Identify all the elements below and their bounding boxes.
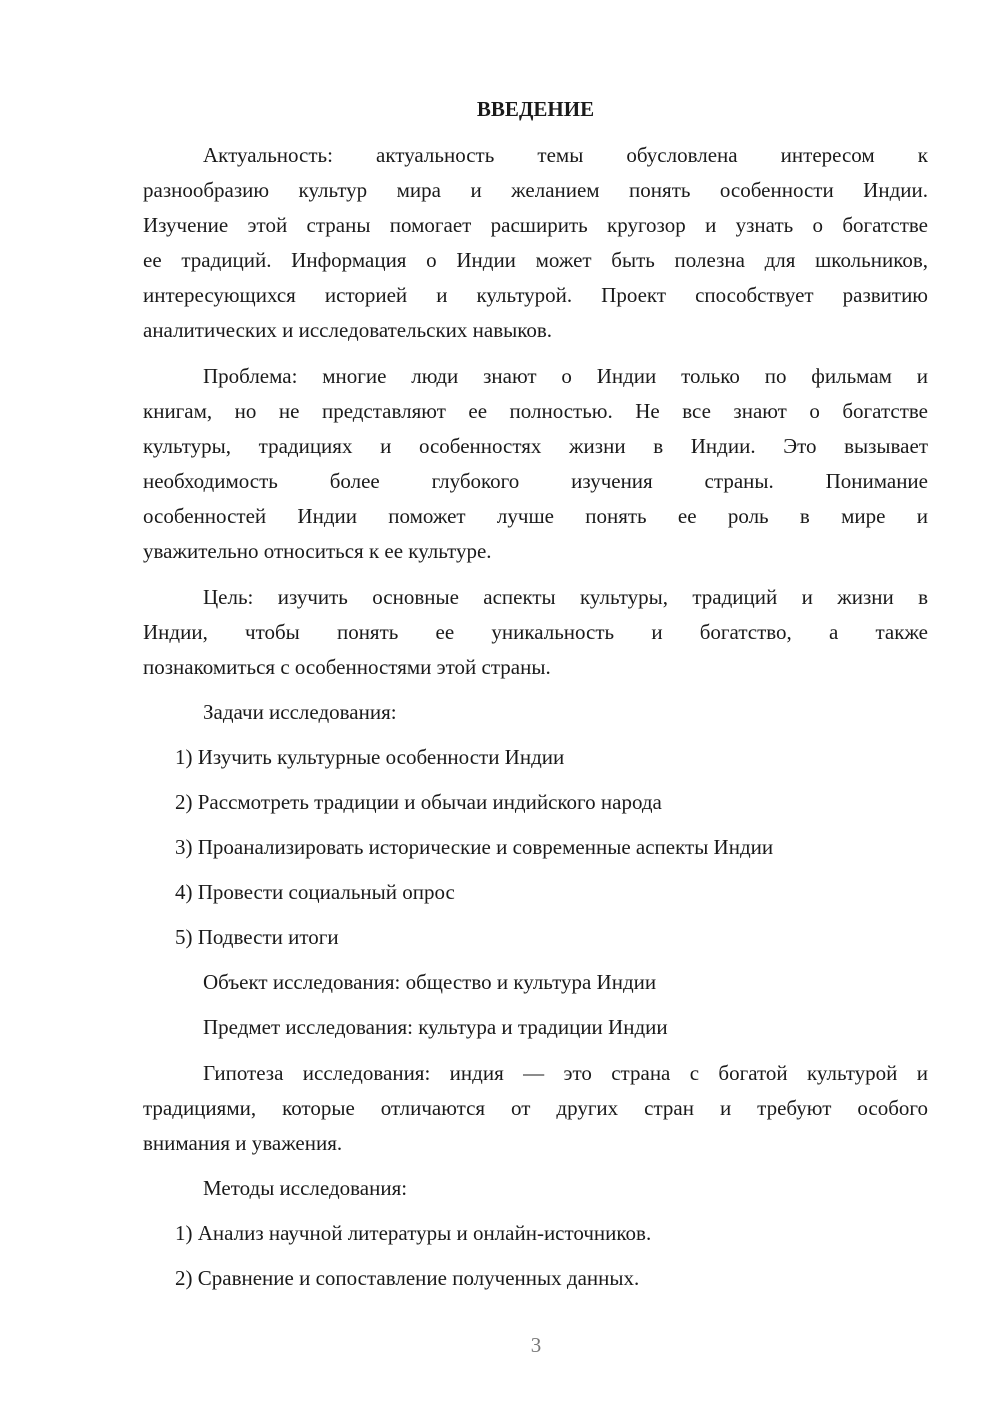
text-line: особенностей Индии поможет лучше понять ее роль в мире и <box>143 504 928 528</box>
text-line: культуры, традициях и особенностях жизни в Индии. Это вызывает <box>143 434 928 458</box>
text-line: Изучение этой страны помогает расширить кругозор и узнать о богатстве <box>143 213 928 237</box>
task-item: 2) Рассмотреть традиции и обычаи индийского народа <box>175 790 662 814</box>
paragraph-relevance <box>143 138 928 348</box>
text-line: Актуальность: актуальность темы обусловлена интересом к <box>203 143 928 167</box>
task-item: 3) Проанализировать исторические и современные аспекты Индии <box>175 835 774 859</box>
paragraph-goal <box>143 580 928 685</box>
document-body <box>143 92 928 1296</box>
text-line: разнообразию культур мира и желанием понять особенности Индии. <box>143 178 928 202</box>
text-line: внимания и уважения. <box>143 1131 343 1155</box>
paragraph-hypothesis <box>143 1056 928 1161</box>
method-item: 1) Анализ научной литературы и онлайн-источников. <box>175 1221 652 1245</box>
text-line: Гипотеза исследования: индия — это страна с богатой культурой и <box>203 1061 928 1085</box>
research-subject: Предмет исследования: культура и традиции Индии <box>203 1015 668 1039</box>
text-line: ее традиций. Информация о Индии может быть полезна для школьников, <box>143 248 928 272</box>
text-line: книгам, но не представляют ее полностью. Не все знают о богатстве <box>143 399 928 423</box>
text-line: познакомиться с особенностями этой страны. <box>143 655 551 679</box>
method-item: 2) Сравнение и сопоставление полученных данных. <box>175 1266 640 1290</box>
task-item: 5) Подвести итоги <box>175 925 339 949</box>
text-line: традициями, которые отличаются от других стран и требуют особого <box>143 1096 928 1120</box>
page-title: ВВЕДЕНИЕ <box>476 97 595 121</box>
text-line: Индии, чтобы понять ее уникальность и богатство, а также <box>143 620 928 644</box>
page-number: 3 <box>530 1333 542 1357</box>
text-line: интересующихся историей и культурой. Проект способствует развитию <box>143 283 928 307</box>
text-line: необходимость более глубокого изучения страны. Понимание <box>143 469 928 493</box>
methods-heading: Методы исследования: <box>203 1176 408 1200</box>
paragraph-problem <box>143 359 928 569</box>
text-line: аналитических и исследовательских навыков. <box>143 318 553 342</box>
task-item: 4) Провести социальный опрос <box>175 880 455 904</box>
task-item: 1) Изучить культурные особенности Индии <box>175 745 565 769</box>
tasks-heading: Задачи исследования: <box>203 700 397 724</box>
text-line: уважительно относиться к ее культуре. <box>143 539 492 563</box>
text-line: Цель: изучить основные аспекты культуры, традиций и жизни в <box>203 585 928 609</box>
research-object: Объект исследования: общество и культура Индии <box>203 970 657 994</box>
text-line: Проблема: многие люди знают о Индии только по фильмам и <box>203 364 928 388</box>
